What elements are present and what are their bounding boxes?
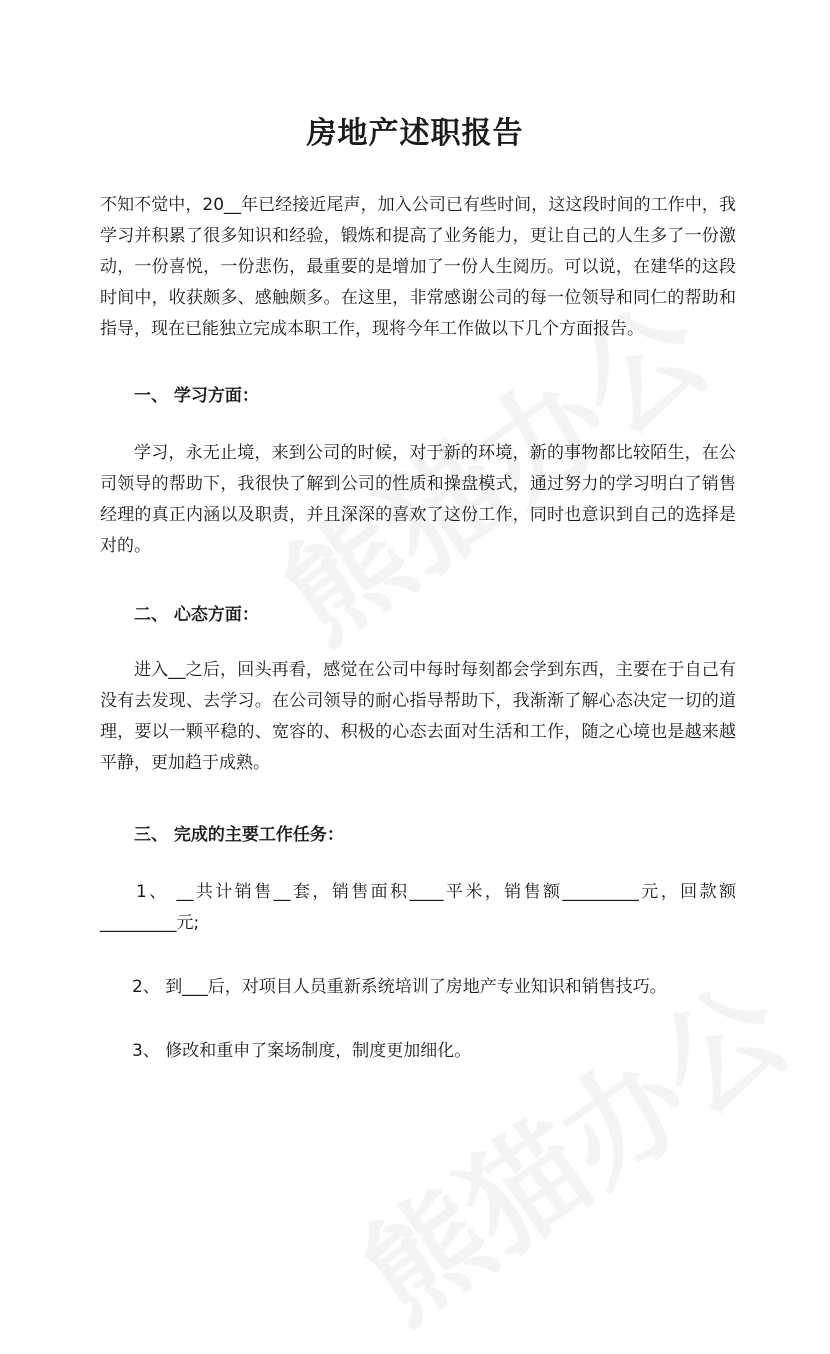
- section-body-study: 学习，永无止境，来到公司的时候，对于新的环境，新的事物都比较陌生，在公司领导的帮助下，我很快了解到公司的性质和操盘模式，通过努力的学习明白了销售经理的真正内涵以及职责，并且深深的喜欢了这份工作，同时也意识到自己的选择是对的。: [100, 443, 736, 556]
- section-body-mindset: 进入__之后，回头再看，感觉在公司中每时每刻都会学到东西，主要在于自己有没有去发现、去学习。在公司领导的耐心指导帮助下，我渐渐了解心态决定一切的道理，要以一颗平稳的、宽容的、积极的心态去面对生活和工作，随之心境也是越来越平静，更加趋于成熟。: [100, 660, 736, 773]
- section-heading-study: 一、 学习方面：: [134, 386, 259, 406]
- task-item-1: 1、 __共计销售__套，销售面积____平米，销售额_________元，回款额_________元;: [100, 882, 736, 933]
- task-item-2: 2、 到___后，对项目人员重新系统培训了房地产专业知识和销售技巧。: [132, 977, 667, 997]
- document-title: 房地产述职报告: [306, 116, 524, 151]
- section-heading-mindset: 二、 心态方面：: [134, 605, 259, 625]
- intro-paragraph: 不知不觉中，20__年已经接近尾声，加入公司已有些时间，这这段时间的工作中，我学习并积累了很多知识和经验，锻炼和提高了业务能力，更让自己的人生多了一份激动，一份喜悦，一份悲伤，最重要的是增加了一份人生阅历。可以说，在建华的这段时间中，收获颇多、感触颇多。在这里，非常感谢公司的每一位领导和同仁的帮助和指导，现在已能独立完成本职工作，现将今年工作做以下几个方面报告。: [100, 195, 736, 339]
- section-heading-tasks: 三、 完成的主要工作任务：: [134, 825, 344, 845]
- task-item-3: 3、 修改和重申了案场制度，制度更加细化。: [132, 1041, 472, 1061]
